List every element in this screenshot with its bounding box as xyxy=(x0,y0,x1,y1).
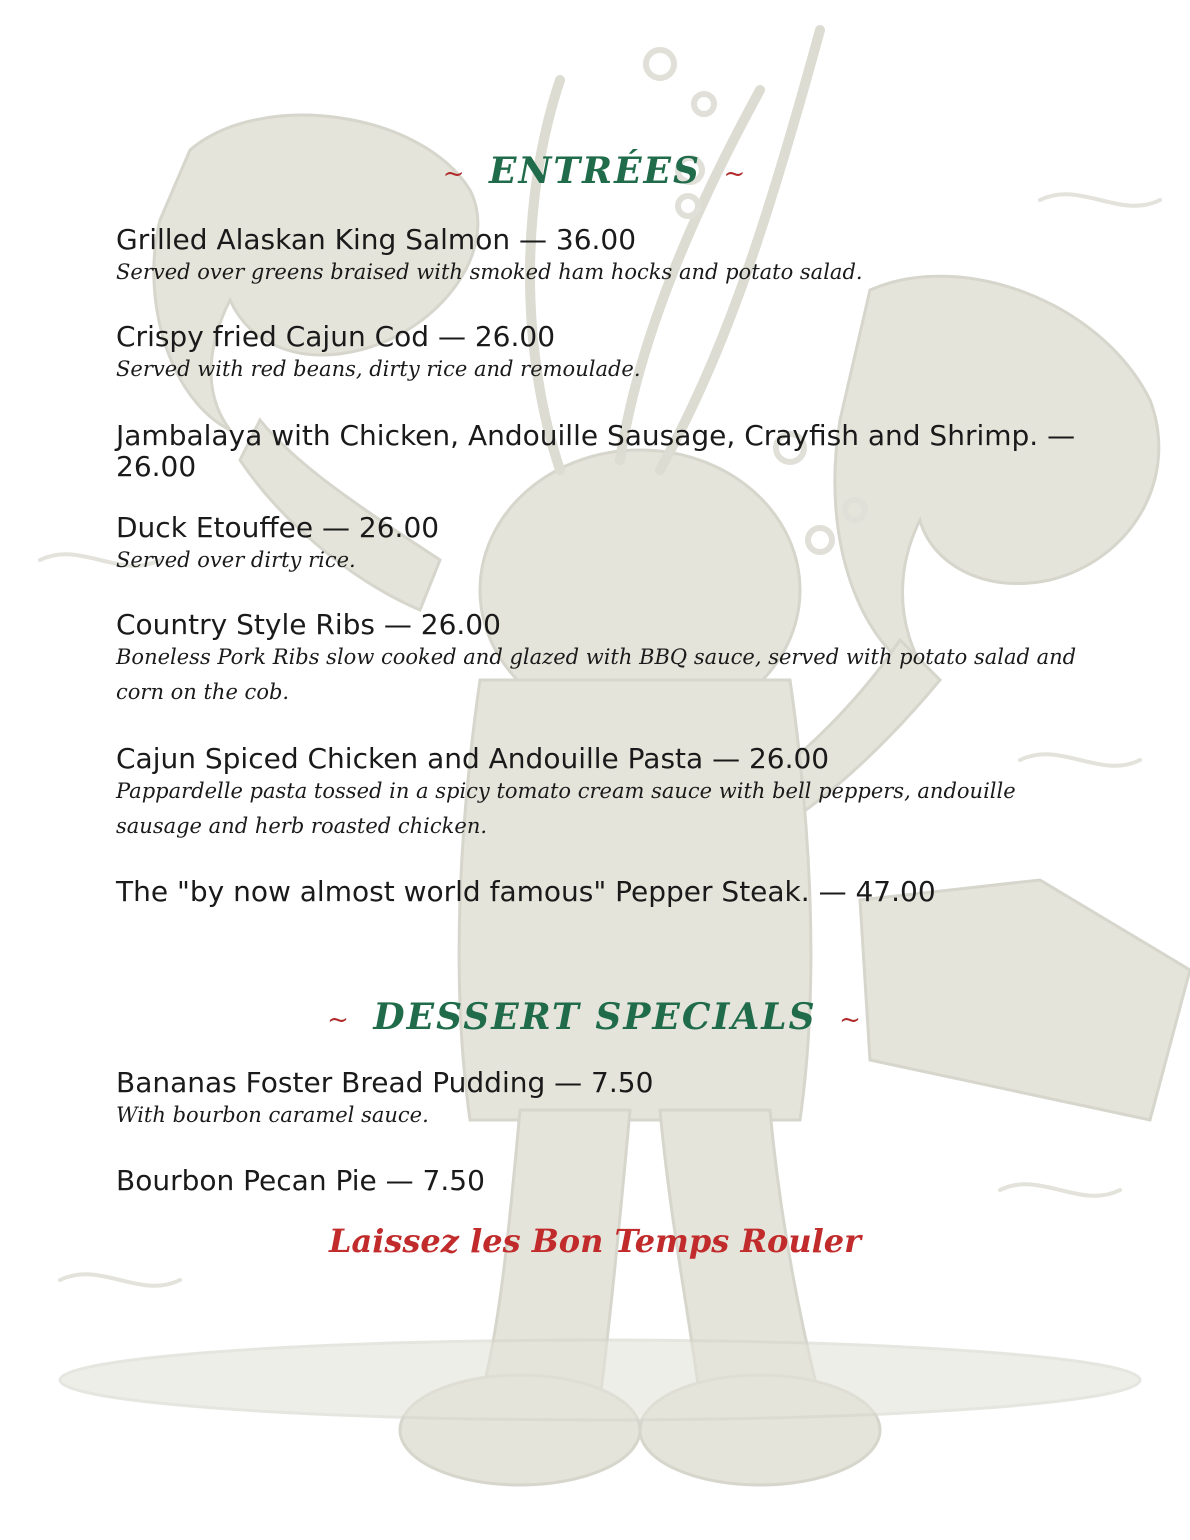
menu-item-description: Boneless Pork Ribs slow cooked and glazed with BBQ sauce, served with potato salad and corn on the cob. xyxy=(116,645,1077,704)
menu-item-title: Jambalaya with Chicken, Andouille Sausage, Crayfish and Shrimp. — 26.00 xyxy=(116,419,1076,483)
menu-item-title: Grilled Alaskan King Salmon — 36.00 xyxy=(116,223,637,256)
menu-item xyxy=(116,743,1096,844)
menu-item-title: Cajun Spiced Chicken and Andouille Pasta — 26.00 xyxy=(116,742,830,775)
entrees-heading-text: ENTRÉES xyxy=(489,150,701,192)
menu-item xyxy=(116,321,1096,387)
swash-right-icon: ~ xyxy=(723,159,748,189)
menu-item xyxy=(116,512,1096,578)
menu-item-description: Served over dirty rice. xyxy=(116,548,356,572)
desserts-heading-text: DESSERT SPECIALS xyxy=(373,996,817,1038)
swash-right-icon: ~ xyxy=(839,1005,863,1035)
menu-item xyxy=(116,1165,1096,1196)
menu-item xyxy=(116,224,1096,290)
menu-item-title: Country Style Ribs — 26.00 xyxy=(116,608,501,641)
menu-item xyxy=(116,876,1096,907)
menu-item-description: Served with red beans, dirty rice and remoulade. xyxy=(116,357,641,381)
menu-item-description: Served over greens braised with smoked ham hocks and potato salad. xyxy=(116,260,863,284)
menu-item-description: With bourbon caramel sauce. xyxy=(116,1103,429,1127)
menu-item xyxy=(116,420,1096,482)
menu-item-description: Pappardelle pasta tossed in a spicy tomato cream sauce with bell peppers, andouille sausage and herb roasted chicken. xyxy=(116,779,1016,838)
menu-item-title: Bananas Foster Bread Pudding — 7.50 xyxy=(116,1066,654,1099)
menu-item-title: The "by now almost world famous" Pepper Steak. — 47.00 xyxy=(116,875,936,908)
footer-tagline: Laissez les Bon Temps Rouler xyxy=(328,1222,862,1260)
swash-left-icon: ~ xyxy=(327,1005,351,1035)
menu-item-title: Bourbon Pecan Pie — 7.50 xyxy=(116,1164,485,1197)
desserts-heading xyxy=(0,996,1190,1038)
menu-item xyxy=(116,1067,1096,1133)
menu-item-title: Crispy fried Cajun Cod — 26.00 xyxy=(116,320,556,353)
swash-left-icon: ~ xyxy=(442,159,467,189)
menu-item-title: Duck Etouffee — 26.00 xyxy=(116,511,440,544)
entrees-heading xyxy=(0,150,1190,192)
menu-item xyxy=(116,609,1096,710)
